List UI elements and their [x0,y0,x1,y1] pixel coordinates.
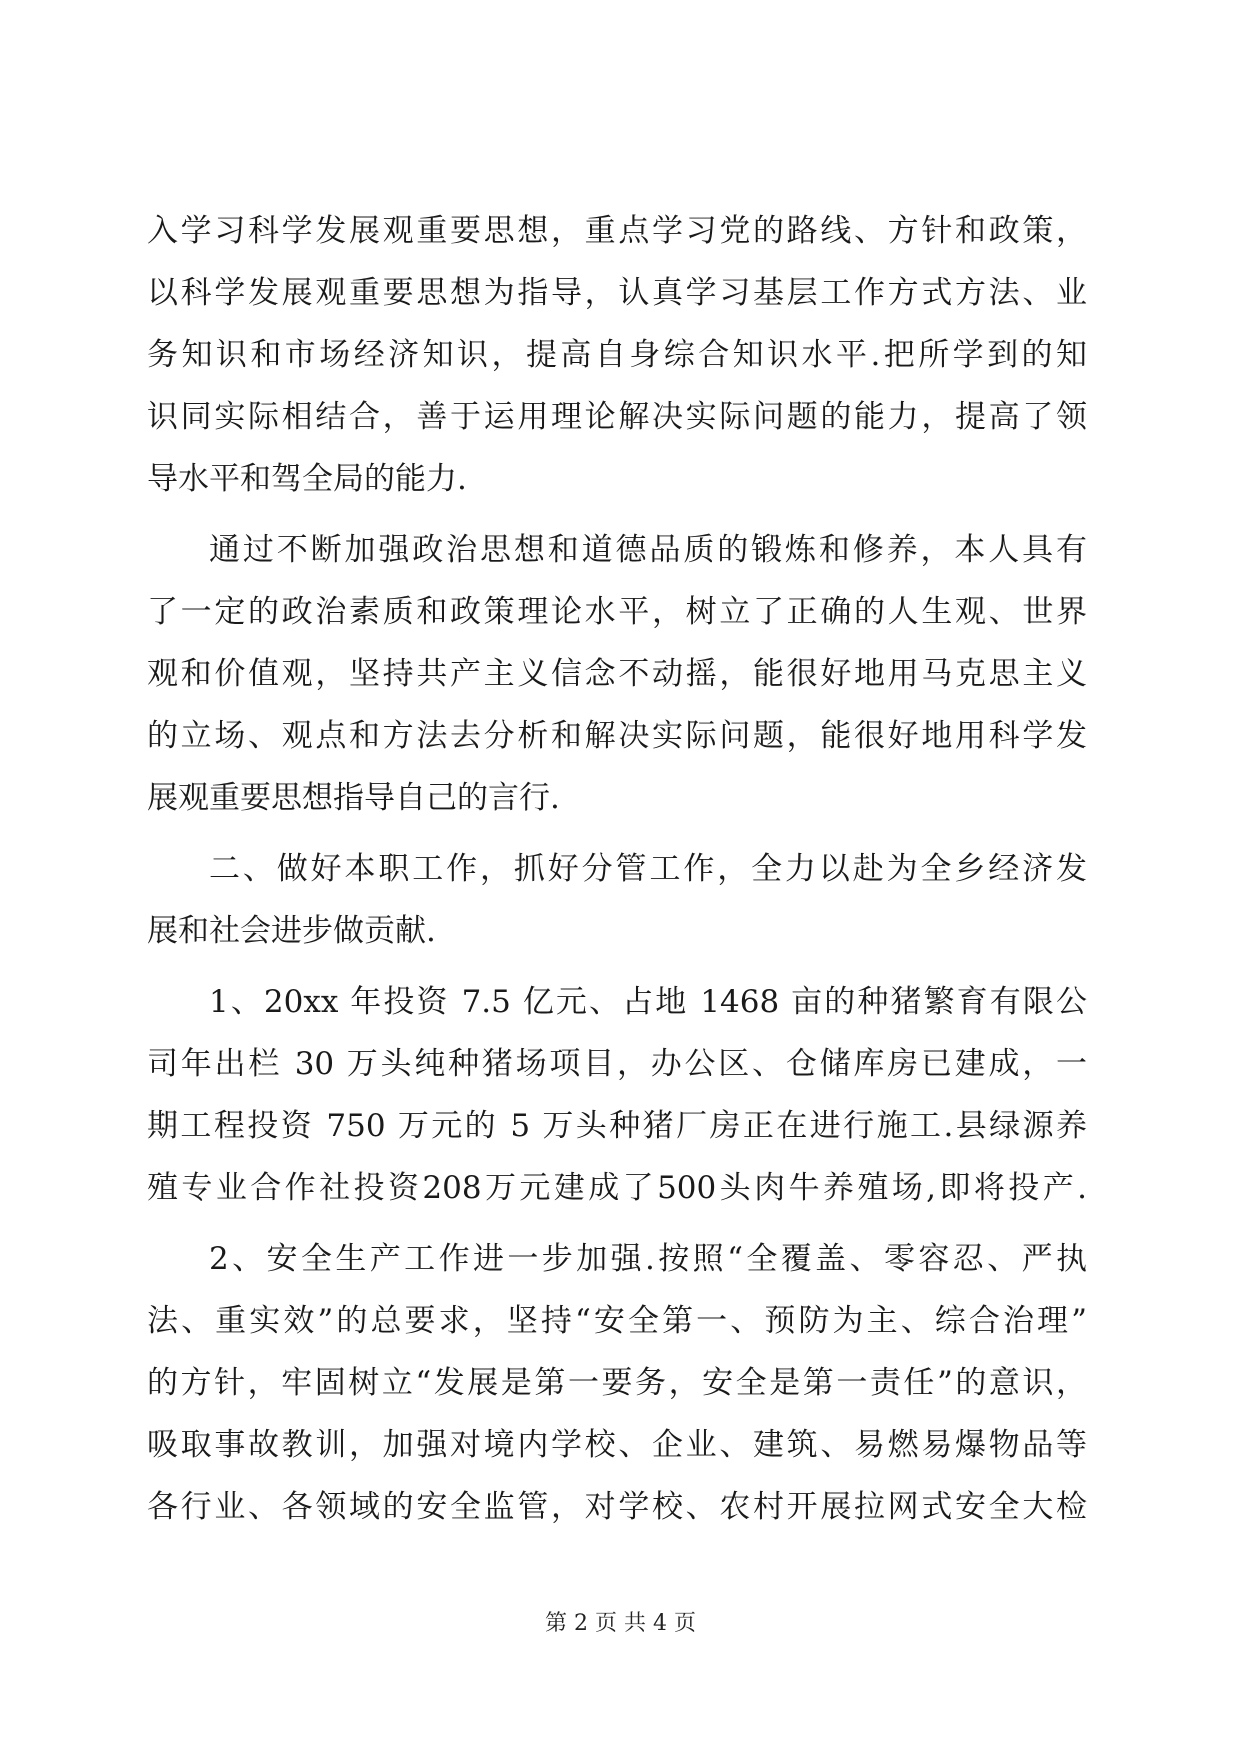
body-line: 的方针，牢固树立“发展是第一要务，安全是第一责任”的意识， [147,1365,1087,1401]
body-line: 司年出栏 30 万头纯种猪场项目，办公区、仓储库房已建成，一 [147,1046,1087,1082]
section-heading-line: 二、做好本职工作，抓好分管工作，全力以赴为全乡经济发 [209,851,1087,887]
body-line: 以科学发展观重要思想为指导，认真学习基层工作方式方法、业 [147,275,1087,311]
body-line: 展观重要思想指导自己的言行. [147,780,560,816]
body-line: 的立场、观点和方法去分析和解决实际问题，能很好地用科学发 [147,718,1087,754]
body-line: 期工程投资 750 万元的 5 万头种猪厂房正在进行施工.县绿源养 [147,1108,1087,1144]
body-line: 识同实际相结合，善于运用理论解决实际问题的能力，提高了领 [147,399,1087,435]
body-line: 入学习科学发展观重要思想，重点学习党的路线、方针和政策， [147,213,1087,249]
body-line: 法、重实效”的总要求，坚持“安全第一、预防为主、综合治理” [147,1303,1087,1339]
paragraph-first-line: 通过不断加强政治思想和道德品质的锻炼和修养，本人具有 [209,532,1087,568]
body-line: 了一定的政治素质和政策理论水平，树立了正确的人生观、世界 [147,594,1087,630]
paragraph-first-line: 1、20xx 年投资 7.5 亿元、占地 1468 亩的种猪繁育有限公 [209,984,1087,1020]
body-line: 吸取事故教训，加强对境内学校、企业、建筑、易燃易爆物品等 [147,1427,1087,1463]
section-heading-line: 展和社会进步做贡献. [147,913,436,949]
page-number-footer: 第 2 页 共 4 页 [545,1611,696,1636]
body-line: 观和价值观，坚持共产主义信念不动摇，能很好地用马克思主义 [147,656,1087,692]
body-line: 务知识和市场经济知识，提高自身综合知识水平.把所学到的知 [147,337,1087,373]
body-line: 导水平和驾全局的能力. [147,461,467,497]
body-line: 各行业、各领域的安全监管，对学校、农村开展拉网式安全大检 [147,1489,1087,1525]
body-line: 殖专业合作社投资208万元建成了500头肉牛养殖场,即将投产. [147,1170,1087,1206]
paragraph-first-line: 2、安全生产工作进一步加强.按照“全覆盖、零容忍、严执 [209,1241,1087,1277]
